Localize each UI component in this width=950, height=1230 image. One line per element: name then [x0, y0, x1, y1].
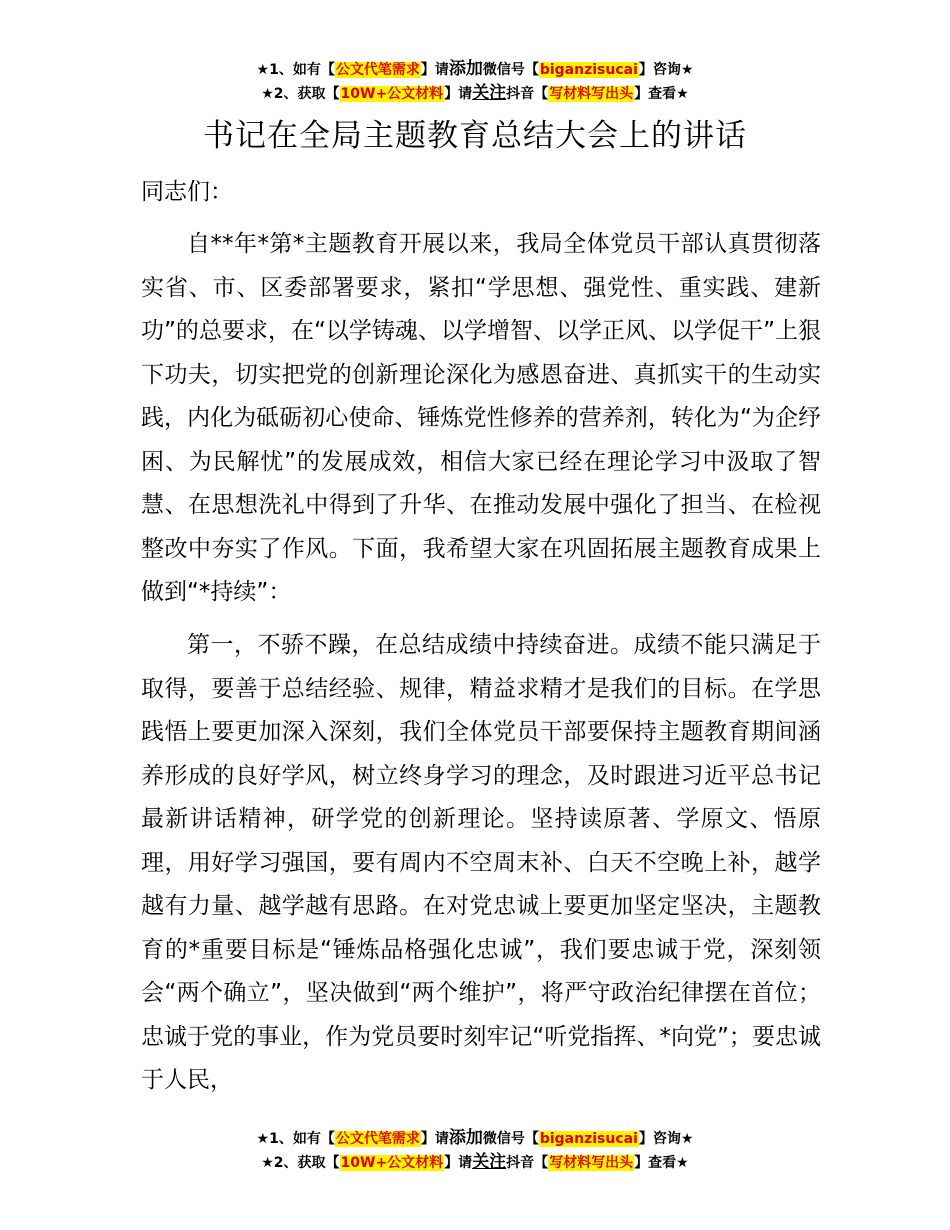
- banner-text: 】请: [420, 62, 449, 78]
- banner-text: 】请: [420, 1131, 449, 1147]
- highlight-douyin-id: 写材料写出头: [549, 86, 634, 102]
- banner-text: ★1、如有【: [256, 62, 335, 78]
- banner-text: 】请: [444, 1155, 473, 1171]
- paragraph: 自**年*第*主题教育开展以来，我局全体党员干部认真贯彻落实省、市、区委部署要求，紧扣“学思想、强党性、重实践、建新功”的总要求，在“以学铸魂、以学增智、以学正风、以学促干”上狠下功夫，切实把党的创新理论深化为感恩奋进、真抓实干的生动实践，内化为砥砺初心使命、锤炼党性修养的营养剂，转化为“为企纾困、为民解忧”的发展成效，相信大家已经在理论学习中汲取了智慧、在思想洗礼中得到了升华、在推动发展中强化了担当、在检视整改中夯实了作风。下面，我希望大家在巩固拓展主题教育成果上做到“*持续”：: [141, 231, 821, 605]
- banner-emphasis: 关注: [472, 83, 507, 103]
- banner-emphasis: 关注: [472, 1152, 507, 1172]
- highlight-wechat-id: biganzisucai: [539, 1131, 638, 1147]
- document-title: 书记在全局主题教育总结大会上的讲话: [203, 118, 747, 154]
- banner-text: 抖音【: [506, 1155, 549, 1171]
- banner-line-2: [0, 1151, 950, 1175]
- banner-text: 微信号【: [482, 62, 539, 78]
- salutation: 同志们：: [141, 179, 233, 205]
- highlight-wechat-id: biganzisucai: [539, 62, 638, 78]
- banner-text: 抖音【: [506, 86, 549, 102]
- banner-text: 微信号【: [482, 1131, 539, 1147]
- highlight-service: 公文代笔需求: [335, 62, 420, 78]
- paragraph: 第一，不骄不躁，在总结成绩中持续奋进。成绩不能只满足于取得，要善于总结经验、规律，精益求精才是我们的目标。在学思践悟上要更加深入深刻，我们全体党员干部要保持主题教育期间涵养形成的良好学风，树立终身学习的理念，及时跟进习近平总书记最新讲话精神，研学党的创新理论。坚持读原著、学原文、悟原理，用好学习强国，要有周内不空周末补、白天不空晚上补，越学越有力量、越学越有思路。在对党忠诚上要更加坚定坚决，主题教育的*重要目标是“锤炼品格强化忠诚”，我们要忠诚于党，深刻领会“两个确立”，坚决做到“两个维护”，将严守政治纪律摆在首位；忠诚于党的事业，作为党员要时刻牢记“听党指挥、*向党”；要忠诚于人民，: [141, 632, 821, 1093]
- footer-banner: [0, 1127, 950, 1175]
- paragraph-2-container: [141, 624, 821, 1103]
- banner-text: 】查看★: [634, 86, 689, 102]
- banner-text: 】请: [444, 86, 473, 102]
- banner-text: 】查看★: [634, 1155, 689, 1171]
- banner-line-2: [0, 82, 950, 106]
- banner-emphasis: 添加: [448, 1128, 483, 1148]
- highlight-materials: 10W+公文材料: [340, 1155, 444, 1171]
- banner-text: 】咨询★: [638, 1131, 694, 1147]
- banner-line-1: [0, 1127, 950, 1151]
- highlight-douyin-id: 写材料写出头: [549, 1155, 634, 1171]
- banner-text: 】咨询★: [638, 62, 694, 78]
- banner-text: ★1、如有【: [256, 1131, 335, 1147]
- banner-emphasis: 添加: [448, 59, 483, 79]
- paragraph-1-container: [141, 223, 821, 615]
- banner-text: ★2、获取【: [261, 1155, 340, 1171]
- highlight-service: 公文代笔需求: [335, 1131, 420, 1147]
- highlight-materials: 10W+公文材料: [340, 86, 444, 102]
- header-banner: [0, 58, 950, 106]
- banner-line-1: [0, 58, 950, 82]
- banner-text: ★2、获取【: [261, 86, 340, 102]
